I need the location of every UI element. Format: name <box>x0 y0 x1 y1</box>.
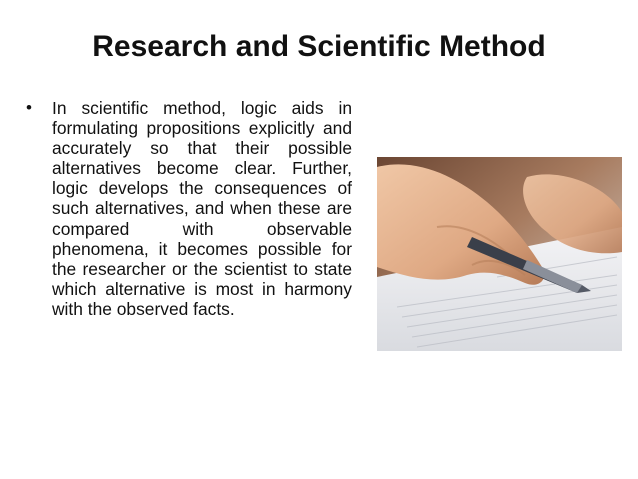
bullet-list <box>26 98 352 319</box>
bullet-text: In scientific method, logic aids in formulating propositions explicitly and accurately so that their possible alternatives become clear. Further, logic develops the consequences of such alternatives, and when these are compared with observable phenomena, it becomes possible for the researcher or the scientist to state which alternative is most in harmony with the observed facts. <box>52 98 352 319</box>
slide-title: Research and Scientific Method <box>92 30 546 63</box>
writing-hand-photo <box>377 157 622 351</box>
writing-hand-illustration <box>377 157 622 351</box>
bullet-item <box>26 98 352 319</box>
bullet-marker: • <box>26 98 32 117</box>
